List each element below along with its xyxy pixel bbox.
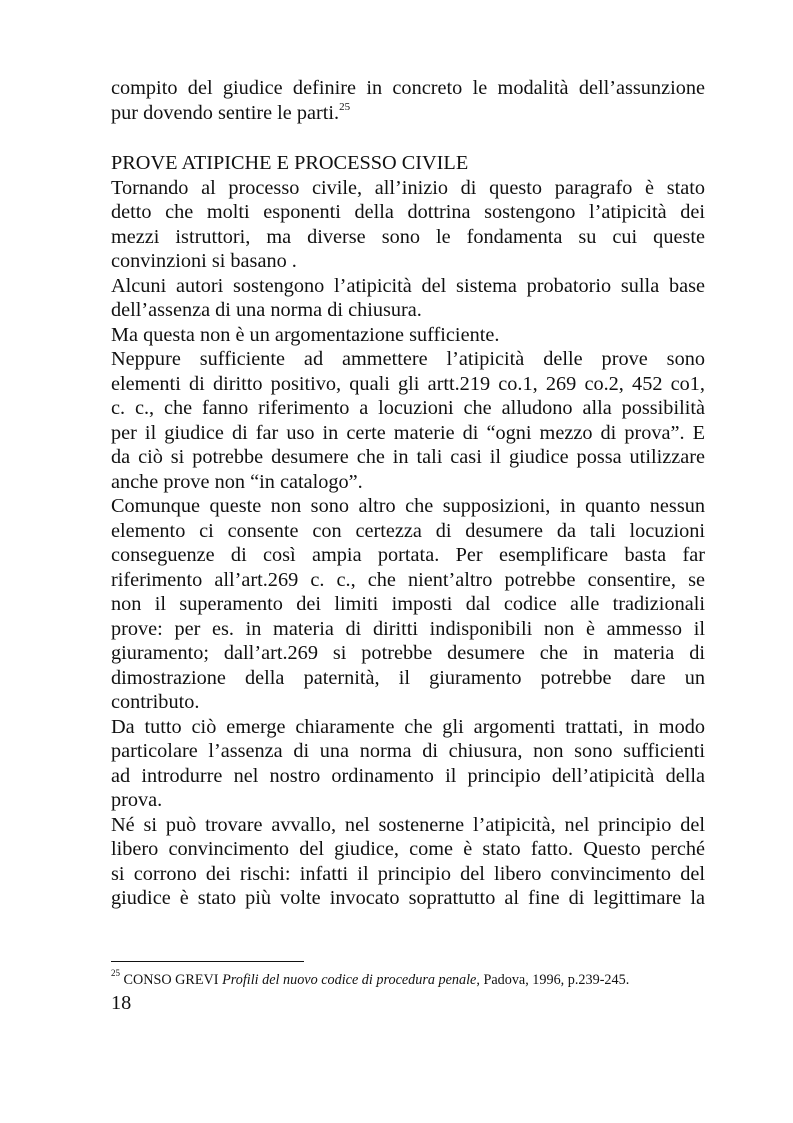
text-line: giuramento; dall’art.269 si potrebbe desumere che in materia di	[111, 642, 705, 664]
footnote-number: 25	[111, 968, 120, 979]
text-line: conseguenze di così ampia portata. Per esemplificare basta far	[111, 544, 705, 566]
page-number: 18	[111, 992, 132, 1014]
footnote-details: , Padova, 1996, p.239-245.	[476, 972, 630, 988]
text-line: da ciò si potrebbe desumere che in tali casi il giudice possa utilizzare	[111, 446, 705, 468]
footnote-separator	[111, 961, 304, 962]
text-line: detto che molti esponenti della dottrina sostengono l’atipicità dei	[111, 201, 705, 223]
footnote-reference[interactable]: 25	[339, 101, 351, 114]
text-line: prova.	[111, 789, 163, 811]
text-line: non il superamento dei limiti imposti dal codice alle tradizionali	[111, 593, 705, 615]
text-line: convinzioni si basano .	[111, 250, 297, 272]
text-line-content: pur dovendo sentire le parti.	[111, 102, 340, 124]
text-line: prove: per es. in materia di diritti indisponibili non è ammesso il	[111, 618, 705, 640]
text-line: dell’assenza di una norma di chiusura.	[111, 299, 422, 321]
section-heading: PROVE ATIPICHE E PROCESSO CIVILE	[111, 152, 469, 174]
text-line	[111, 101, 705, 125]
text-line: mezzi istruttori, ma diverse sono le fondamenta su cui queste	[111, 226, 705, 248]
text-line: Ma questa non è un argomentazione sufficiente.	[111, 324, 500, 346]
text-line: libero convincimento del giudice, come è stato fatto. Questo perché	[111, 838, 705, 860]
text-line: giudice è stato più volte invocato soprattutto al fine di legittimare la	[111, 887, 705, 909]
text-line: compito del giudice definire in concreto le modalità dell’assunzione	[111, 77, 705, 99]
footnote-title: Profili del nuovo codice di procedura penale	[222, 972, 477, 988]
text-line: dimostrazione della paternità, il giuramento potrebbe dare un	[111, 667, 705, 689]
text-line: Da tutto ciò emerge chiaramente che gli argomenti trattati, in modo	[111, 716, 705, 738]
text-line: Neppure sufficiente ad ammettere l’atipicità delle prove sono	[111, 348, 705, 370]
text-line: Alcuni autori sostengono l’atipicità del sistema probatorio sulla base	[111, 275, 705, 297]
text-line: contributo.	[111, 691, 200, 713]
text-line: Tornando al processo civile, all’inizio di questo paragrafo è stato	[111, 177, 705, 199]
footnote	[111, 968, 630, 989]
text-line: ad introdurre nel nostro ordinamento il principio dell’atipicità della	[111, 765, 705, 787]
text-line: c. c., che fanno riferimento a locuzioni che alludono alla possibilità	[111, 397, 705, 419]
text-line: Né si può trovare avvallo, nel sostenerne l’atipicità, nel principio del	[111, 814, 705, 836]
text-line: particolare l’assenza di una norma di chiusura, non sono sufficienti	[111, 740, 705, 762]
text-line: per il giudice di far uso in certe materie di “ogni mezzo di prova”. E	[111, 422, 705, 444]
text-line: elementi di diritto positivo, quali gli artt.219 co.1, 269 co.2, 452 co1,	[111, 373, 705, 395]
text-line: elemento ci consente con certezza di desumere da tali locuzioni	[111, 520, 705, 542]
text-line: riferimento all’art.269 c. c., che nient’altro potrebbe consentire, se	[111, 569, 705, 591]
footnote-authors: CONSO GREVI	[123, 972, 219, 988]
text-line: si corrono dei rischi: infatti il principio del libero convincimento del	[111, 863, 705, 885]
text-line: anche prove non “in catalogo”.	[111, 471, 363, 493]
text-line: Comunque queste non sono altro che supposizioni, in quanto nessun	[111, 495, 705, 517]
